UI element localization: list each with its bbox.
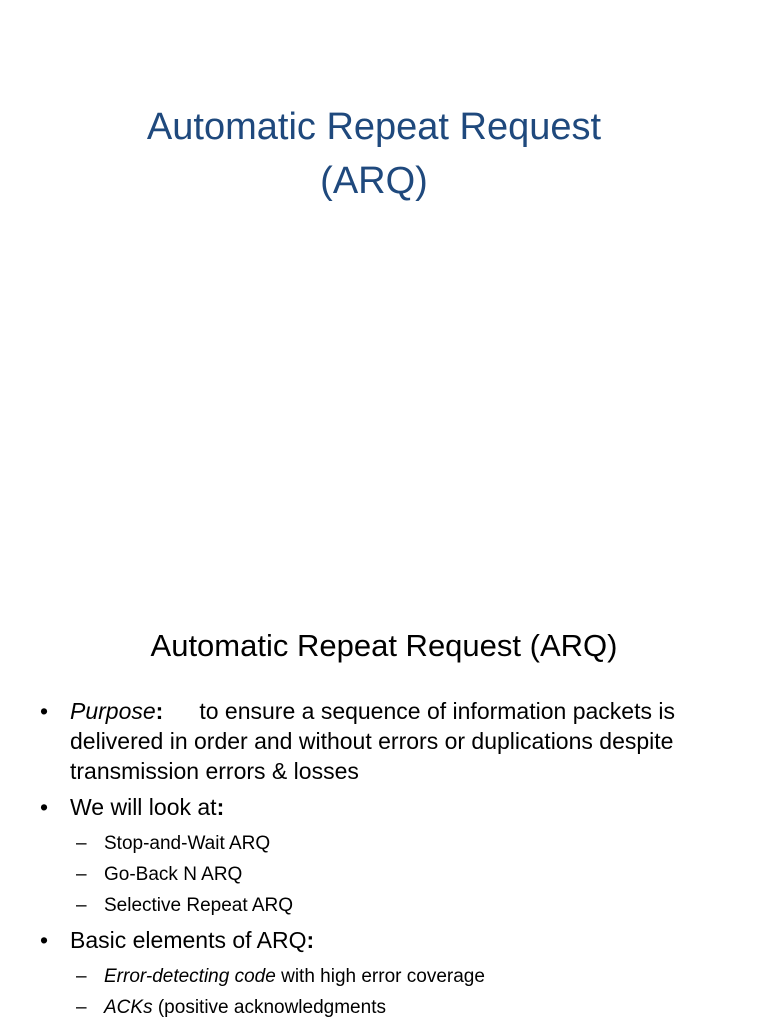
dash-marker: – bbox=[76, 833, 87, 854]
slide-1-title bbox=[0, 100, 748, 208]
purpose-colon: : bbox=[155, 698, 164, 724]
slide-1-title-line-1: Automatic Repeat Request bbox=[146, 106, 602, 148]
arq-elements-list bbox=[36, 961, 676, 1023]
list-item bbox=[36, 859, 676, 890]
list-item-term: ACKs bbox=[104, 997, 153, 1018]
bullet-marker: • bbox=[40, 927, 49, 953]
list-item-text: with high error coverage bbox=[275, 966, 485, 987]
list-item-text: Go-Back N ARQ bbox=[104, 864, 243, 885]
basic-elements-colon: : bbox=[306, 927, 315, 953]
look-at-colon: : bbox=[216, 794, 225, 820]
bullet-marker: • bbox=[40, 698, 49, 724]
purpose-label: Purpose bbox=[70, 698, 156, 724]
dash-marker: – bbox=[76, 997, 87, 1018]
bullet-basic-elements bbox=[36, 925, 676, 955]
list-item-text: (positive acknowledgments bbox=[152, 997, 386, 1018]
dash-marker: – bbox=[76, 966, 87, 987]
dash-marker: – bbox=[76, 895, 87, 916]
look-at-text: We will look at bbox=[70, 794, 217, 820]
list-item-text: Selective Repeat ARQ bbox=[104, 895, 294, 916]
dash-marker: – bbox=[76, 864, 87, 885]
basic-elements-text: Basic elements of ARQ bbox=[70, 927, 307, 953]
list-item bbox=[36, 890, 676, 921]
slide-2 bbox=[0, 512, 768, 1024]
list-item bbox=[36, 961, 676, 992]
list-item-term: Error-detecting code bbox=[104, 966, 276, 987]
slide-2-content bbox=[36, 696, 676, 1024]
bullet-purpose bbox=[36, 696, 676, 786]
list-item bbox=[36, 992, 676, 1023]
arq-types-list bbox=[36, 828, 676, 921]
list-item-text: Stop-and-Wait ARQ bbox=[104, 833, 271, 854]
slide-1-title-line-2: (ARQ) bbox=[320, 160, 428, 202]
bullet-marker: • bbox=[40, 794, 49, 820]
purpose-text: to ensure a sequence of information packets is delivered in order and without errors or duplications despite transmission errors & losses bbox=[70, 698, 675, 784]
bullet-look-at bbox=[36, 792, 676, 822]
list-item bbox=[36, 828, 676, 859]
slide-2-title: Automatic Repeat Request (ARQ) bbox=[150, 628, 618, 663]
